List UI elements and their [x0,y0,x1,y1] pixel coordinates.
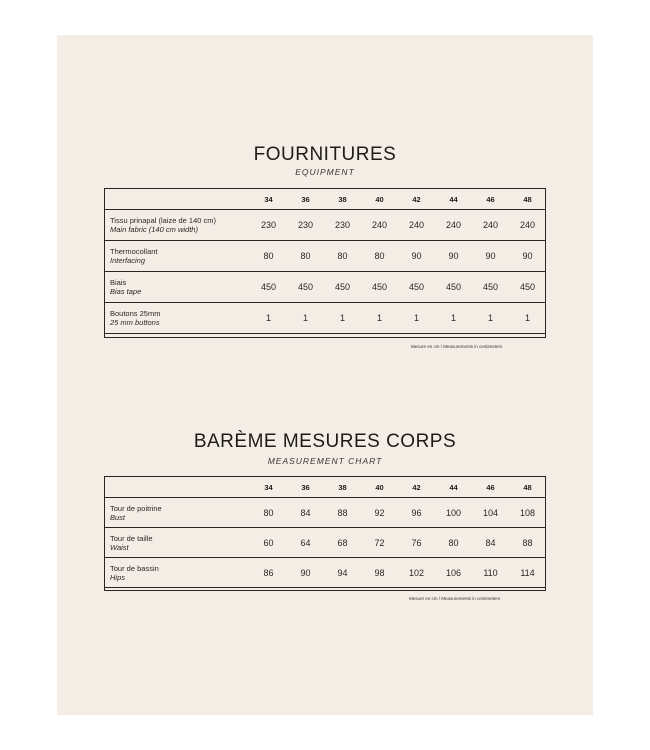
value-cell: 90 [398,241,435,272]
supplies-subtitle: EQUIPMENT [295,167,355,177]
row-label-french: Boutons 25mm [110,309,161,318]
value-cell: 450 [398,272,435,303]
table-row [104,210,546,241]
measurements-title: BARÈME MESURES CORPS [193,431,457,452]
value-cell: 84 [472,528,509,558]
value-cell: 90 [472,241,509,272]
measurements-table [104,477,546,588]
value-cell: 88 [324,498,361,528]
row-label [104,210,250,241]
value-cell: 64 [287,528,324,558]
header-blank-cell [104,477,250,498]
value-cell: 80 [287,241,324,272]
size-header-34: 34 [264,194,273,204]
size-header-42: 42 [412,482,421,492]
value-cell: 450 [361,272,398,303]
value-cell: 1 [324,303,361,334]
value-cell: 450 [472,272,509,303]
row-label-french: Tissu prinapal (laize de 140 cm) [110,216,217,225]
value-cell: 102 [398,558,435,588]
value-cell: 1 [435,303,472,334]
value-cell: 80 [361,241,398,272]
row-label [104,528,250,558]
row-label [104,303,250,334]
row-label [104,241,250,272]
value-cell: 450 [287,272,324,303]
row-label-english: Bust [110,512,126,522]
supplies-note: Mesure en cm / Measurements in centimeters [411,344,503,349]
value-cell: 106 [435,558,472,588]
value-cell: 86 [250,558,287,588]
row-label-french: Thermocollant [110,247,158,256]
size-header-46: 46 [486,482,495,492]
value-cell: 1 [361,303,398,334]
size-header-38: 38 [338,482,347,492]
value-cell: 1 [250,303,287,334]
row-label-french: Biais [110,278,127,287]
value-cell: 240 [398,210,435,241]
size-header-40: 40 [375,482,384,492]
value-cell: 76 [398,528,435,558]
value-cell: 80 [324,241,361,272]
row-label-english: Bias tape [110,287,142,296]
value-cell: 450 [250,272,287,303]
supplies-table [104,189,546,334]
row-label-english: Interfacing [110,256,146,265]
value-cell: 230 [250,210,287,241]
value-cell: 1 [509,303,546,334]
value-cell: 80 [250,241,287,272]
table-row [104,272,546,303]
value-cell: 92 [361,498,398,528]
value-cell: 230 [324,210,361,241]
size-header-42: 42 [412,194,421,204]
row-label-english: Hips [110,572,126,582]
measurements-note: Mesure en cm / Measurements in centimeters [409,596,501,601]
row-label-french: Tour de bassin [110,563,159,573]
value-cell: 1 [398,303,435,334]
document-page [57,35,593,715]
value-cell: 84 [287,498,324,528]
supplies-title: FOURNITURES [253,144,397,165]
value-cell: 240 [361,210,398,241]
size-header-34: 34 [264,482,273,492]
value-cell: 1 [472,303,509,334]
size-header-38: 38 [338,194,347,204]
table-row [104,558,546,588]
value-cell: 450 [324,272,361,303]
row-label-english: 25 mm buttons [110,318,160,327]
size-header-48: 48 [523,194,532,204]
value-cell: 240 [435,210,472,241]
row-label-english: Waist [110,542,129,552]
header-blank-cell [104,189,250,210]
row-label-english: Main fabric (140 cm width) [110,225,198,234]
measurements-header-row [104,477,546,498]
value-cell: 96 [398,498,435,528]
row-label [104,498,250,528]
row-label [104,272,250,303]
size-header-36: 36 [301,194,310,204]
value-cell: 104 [472,498,509,528]
value-cell: 90 [287,558,324,588]
size-header-48: 48 [523,482,532,492]
value-cell: 450 [435,272,472,303]
size-header-46: 46 [486,194,495,204]
size-header-36: 36 [301,482,310,492]
row-label-french: Tour de poitrine [110,503,162,513]
size-header-44: 44 [449,482,458,492]
row-label-french: Tour de taille [110,533,153,543]
value-cell: 80 [435,528,472,558]
measurements-subtitle: MEASUREMENT CHART [267,456,383,466]
value-cell: 1 [287,303,324,334]
value-cell: 88 [509,528,546,558]
value-cell: 90 [435,241,472,272]
value-cell: 240 [509,210,546,241]
table-row [104,303,546,334]
supplies-header-row [104,189,546,210]
row-label [104,558,250,588]
value-cell: 80 [250,498,287,528]
table-row [104,498,546,528]
value-cell: 90 [509,241,546,272]
value-cell: 72 [361,528,398,558]
value-cell: 100 [435,498,472,528]
value-cell: 114 [509,558,546,588]
value-cell: 240 [472,210,509,241]
size-header-44: 44 [449,194,458,204]
size-header-40: 40 [375,194,384,204]
value-cell: 60 [250,528,287,558]
value-cell: 108 [509,498,546,528]
value-cell: 110 [472,558,509,588]
value-cell: 230 [287,210,324,241]
value-cell: 98 [361,558,398,588]
value-cell: 68 [324,528,361,558]
table-row [104,241,546,272]
value-cell: 450 [509,272,546,303]
value-cell: 94 [324,558,361,588]
table-row [104,528,546,558]
